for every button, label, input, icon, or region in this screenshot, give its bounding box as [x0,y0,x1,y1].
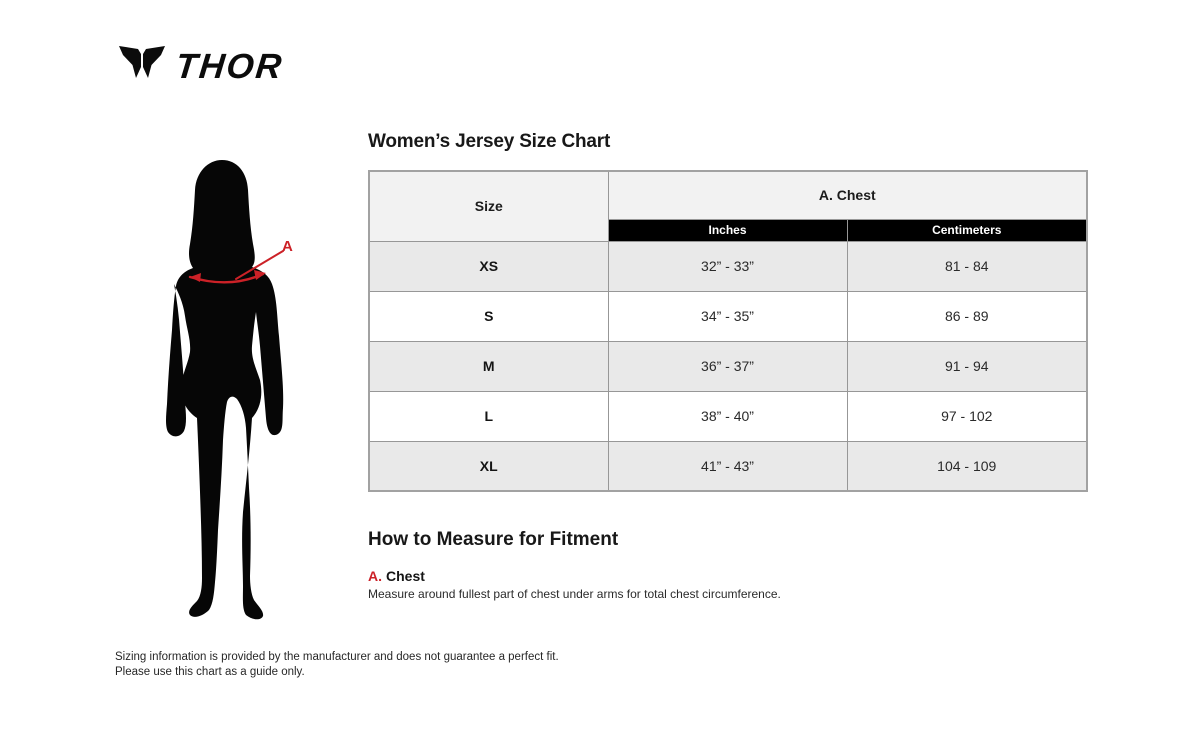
inches-value: 34” - 35” [608,291,847,341]
centimeters-value: 104 - 109 [847,441,1087,491]
disclaimer-line-2: Please use this chart as a guide only. [115,666,305,678]
table-row-l [369,391,1087,441]
column-header-centimeters: Centimeters [847,219,1087,241]
column-header-chest: A. Chest [608,171,1087,219]
how-to-measure-section [368,529,928,601]
inches-value: 41” - 43” [608,441,847,491]
centimeters-value: 86 - 89 [847,291,1087,341]
disclaimer-footnote [115,650,559,680]
measure-item-key: A. [368,568,382,584]
size-label: XS [369,241,608,291]
centimeters-value: 91 - 94 [847,341,1087,391]
figure-label-a: A [282,238,293,255]
column-header-size: Size [369,171,608,241]
inches-value: 38” - 40” [608,391,847,441]
size-table [368,170,1088,492]
inches-value: 36” - 37” [608,341,847,391]
measure-heading: How to Measure for Fitment [368,529,619,550]
table-row-s [369,291,1087,341]
table-row-xs [369,241,1087,291]
table-row-m [369,341,1087,391]
column-header-inches: Inches [608,219,847,241]
size-label: XL [369,441,608,491]
size-label: L [369,391,608,441]
measure-item-title [368,568,928,584]
centimeters-value: 81 - 84 [847,241,1087,291]
disclaimer-line-1: Sizing information is provided by the manufacturer and does not guarantee a perfect fit. [115,651,559,663]
measure-item-description: Measure around fullest part of chest under arms for total chest circumference. [368,587,781,601]
measure-item-label: Chest [386,568,425,584]
measurement-figure [140,150,320,630]
centimeters-value: 97 - 102 [847,391,1087,441]
page-title: Women’s Jersey Size Chart [368,131,611,152]
size-label: S [369,291,608,341]
brand-logo [118,45,286,86]
brand-wordmark: THOR [173,46,286,86]
table-row-xl [369,441,1087,491]
thor-horns-icon [118,45,166,85]
female-silhouette [166,160,283,619]
size-label: M [369,341,608,391]
inches-value: 32” - 33” [608,241,847,291]
